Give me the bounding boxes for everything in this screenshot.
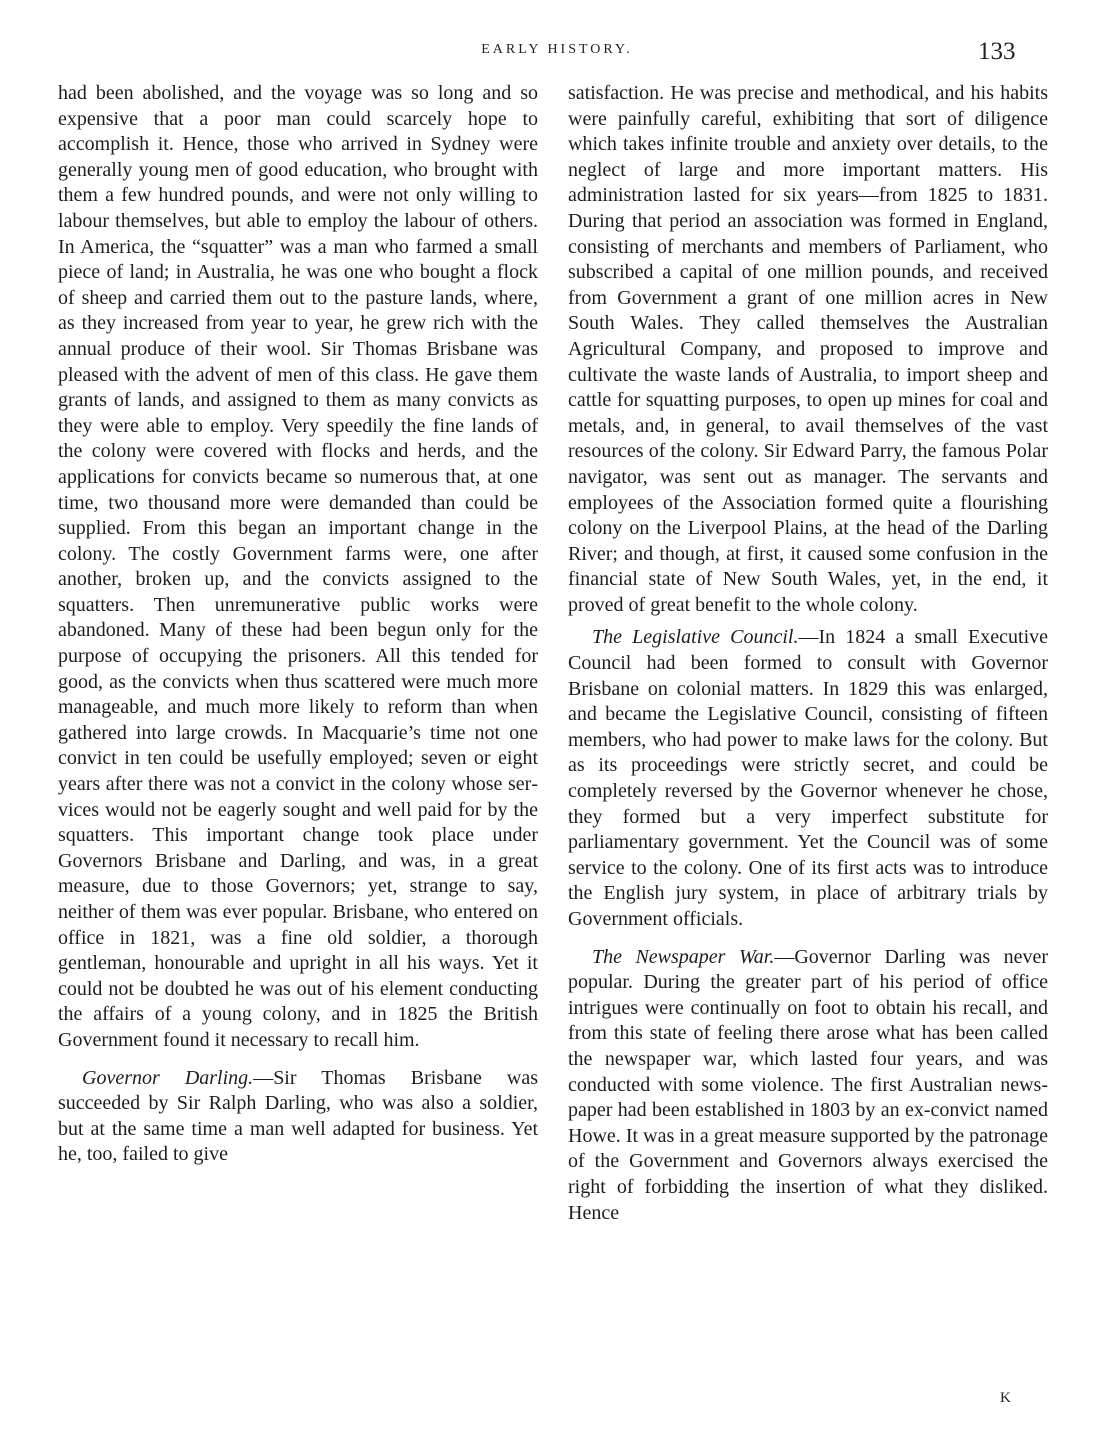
page-number: 133: [978, 38, 1016, 65]
paragraph-squatters: had been abolished, and the voyage was so long and so expensive that a poor man could scarcely hope to accomplish it. Hence, those who arrived in Sydney were generally young men of good education, who brought with them a few hundred pounds, and were not only willing to labour themselves, but able to employ the labour of others. In America, the “squatter” was a man who farmed a small piece of land; in Australia, he was one who bought a flock of sheep and carried them out to the pasture lands, where, as they increased from year to year, he grew rich with the annual produce of their wool. Sir Thomas Brisbane was pleased with the advent of men of this class. He gave them grants of lands, and assigned to them as many convicts as they were able to employ. Very speedily the fine lands of the colony were covered with flocks and herds, and the applications for convicts became so numerous that, at one time, two thousand more were demanded than could be supplied. From this began an important change in the colony. The costly Government farms were, one after another, broken up, and the convicts assigned to the squatters. Then unremunerative public works were abandoned. Many of these had been begun only for the purpose of occupying the prisoners. All this tended for good, as the convicts when thus scattered were much more manageable, and much more likely to reform than when gathered into large crowds. In Macquarie’s time not one convict in ten could be usefully employed; seven or eight years after there was not a convict in the colony whose services would not be eagerly sought and well paid for by the squatters. This important change took place under Governors Brisbane and Darling, and was, in a great measure, due to those Governors; yet, strange to say, neither of them was ever popular. Brisbane, who entered on office in 1821, was a fine old soldier, a thorough gentleman, honourable and upright in all his ways. Yet it could not be doubted he was out of his element conducting the affairs of a young colony, and in 1825 the British Government found it necessary to recall him.: [58, 82, 538, 1051]
section-heading-newspaper-war: The Newspaper War.: [592, 945, 775, 968]
paragraph-legislative-council: [568, 625, 1048, 932]
paragraph-body: —Sir Thomas Brisbane was succeeded by Sir Ralph Darling, who was also a soldier, but at the same time a man well adapted for business. Yet he, too, failed to give: [58, 1066, 539, 1166]
paragraph-body: —In 1824 a small Executive Council had been formed to consult with Governor Brisbane on colonial matters. In 1829 this was enlarged, and became the Legislative Council, consisting of fifteen members, who had power to make laws for the colony. But as its proceedings were strictly secret, and could be completely reversed by the Governor whenever he chose, they formed but a very imperfect substitute for parliamentary government. Yet the Council was of some service to the colony. One of its first acts was to introduce the English jury system, in place of arbitrary trials by Government officials.: [568, 626, 1048, 930]
paragraph-body: —Governor Darling was never popular. During the greater part of his period of office intrigues were continually on foot to obtain his recall, and from this state of feeling there arose what has been called the newspaper war, which lasted four years, and was conducted with some violence. The first Australian newspaper had been established in 1803 by an ex-convict named Howe. It was in a great measure supported by the patronage of the Government and Governors always exercised the right of forbidding the insertion of what they disliked. Hence: [568, 945, 1048, 1224]
section-heading-legislative-council: The Legislative Council.: [592, 626, 799, 649]
paragraph-newspaper-war: [568, 945, 1048, 1227]
left-column: [58, 81, 538, 1168]
paragraph-darling-administration: satisfaction. He was precise and methodical, and his habits were painfully careful, exhibiting that sort of diligence which takes infinite trouble and anxiety over details, to the neglect of large and more important matters. His administration lasted for six years—from 1825 to 1831. During that period an association was formed in England, consisting of merchants and members of Parliament, who subscribed a capital of one million pounds, and received from Government a grant of one million acres in New South Wales. They called themselves the Australian Agricultural Company, and proposed to improve and cultivate the waste lands of Australia, to import sheep and cattle for squatting purposes, to open up mines for coal and metals, and, in general, to avail themselves of the vast resources of the colony. Sir Edward Parry, the famous Polar navigator, was sent out as manager. The servants and employees of the Association formed quite a flourishing colony on the Liverpool Plains, at the head of the Darling River; and though, at first, it caused some confusion in the financial state of New South Wales, yet, in the end, it proved of great benefit to the whole colony.: [568, 82, 1048, 616]
section-heading-governor-darling: Governor Darling.: [82, 1066, 254, 1089]
right-column: [568, 81, 1048, 1226]
running-title: EARLY HISTORY.: [481, 42, 633, 57]
signature-mark: K: [1000, 1390, 1011, 1406]
paragraph-governor-darling: [58, 1066, 538, 1168]
